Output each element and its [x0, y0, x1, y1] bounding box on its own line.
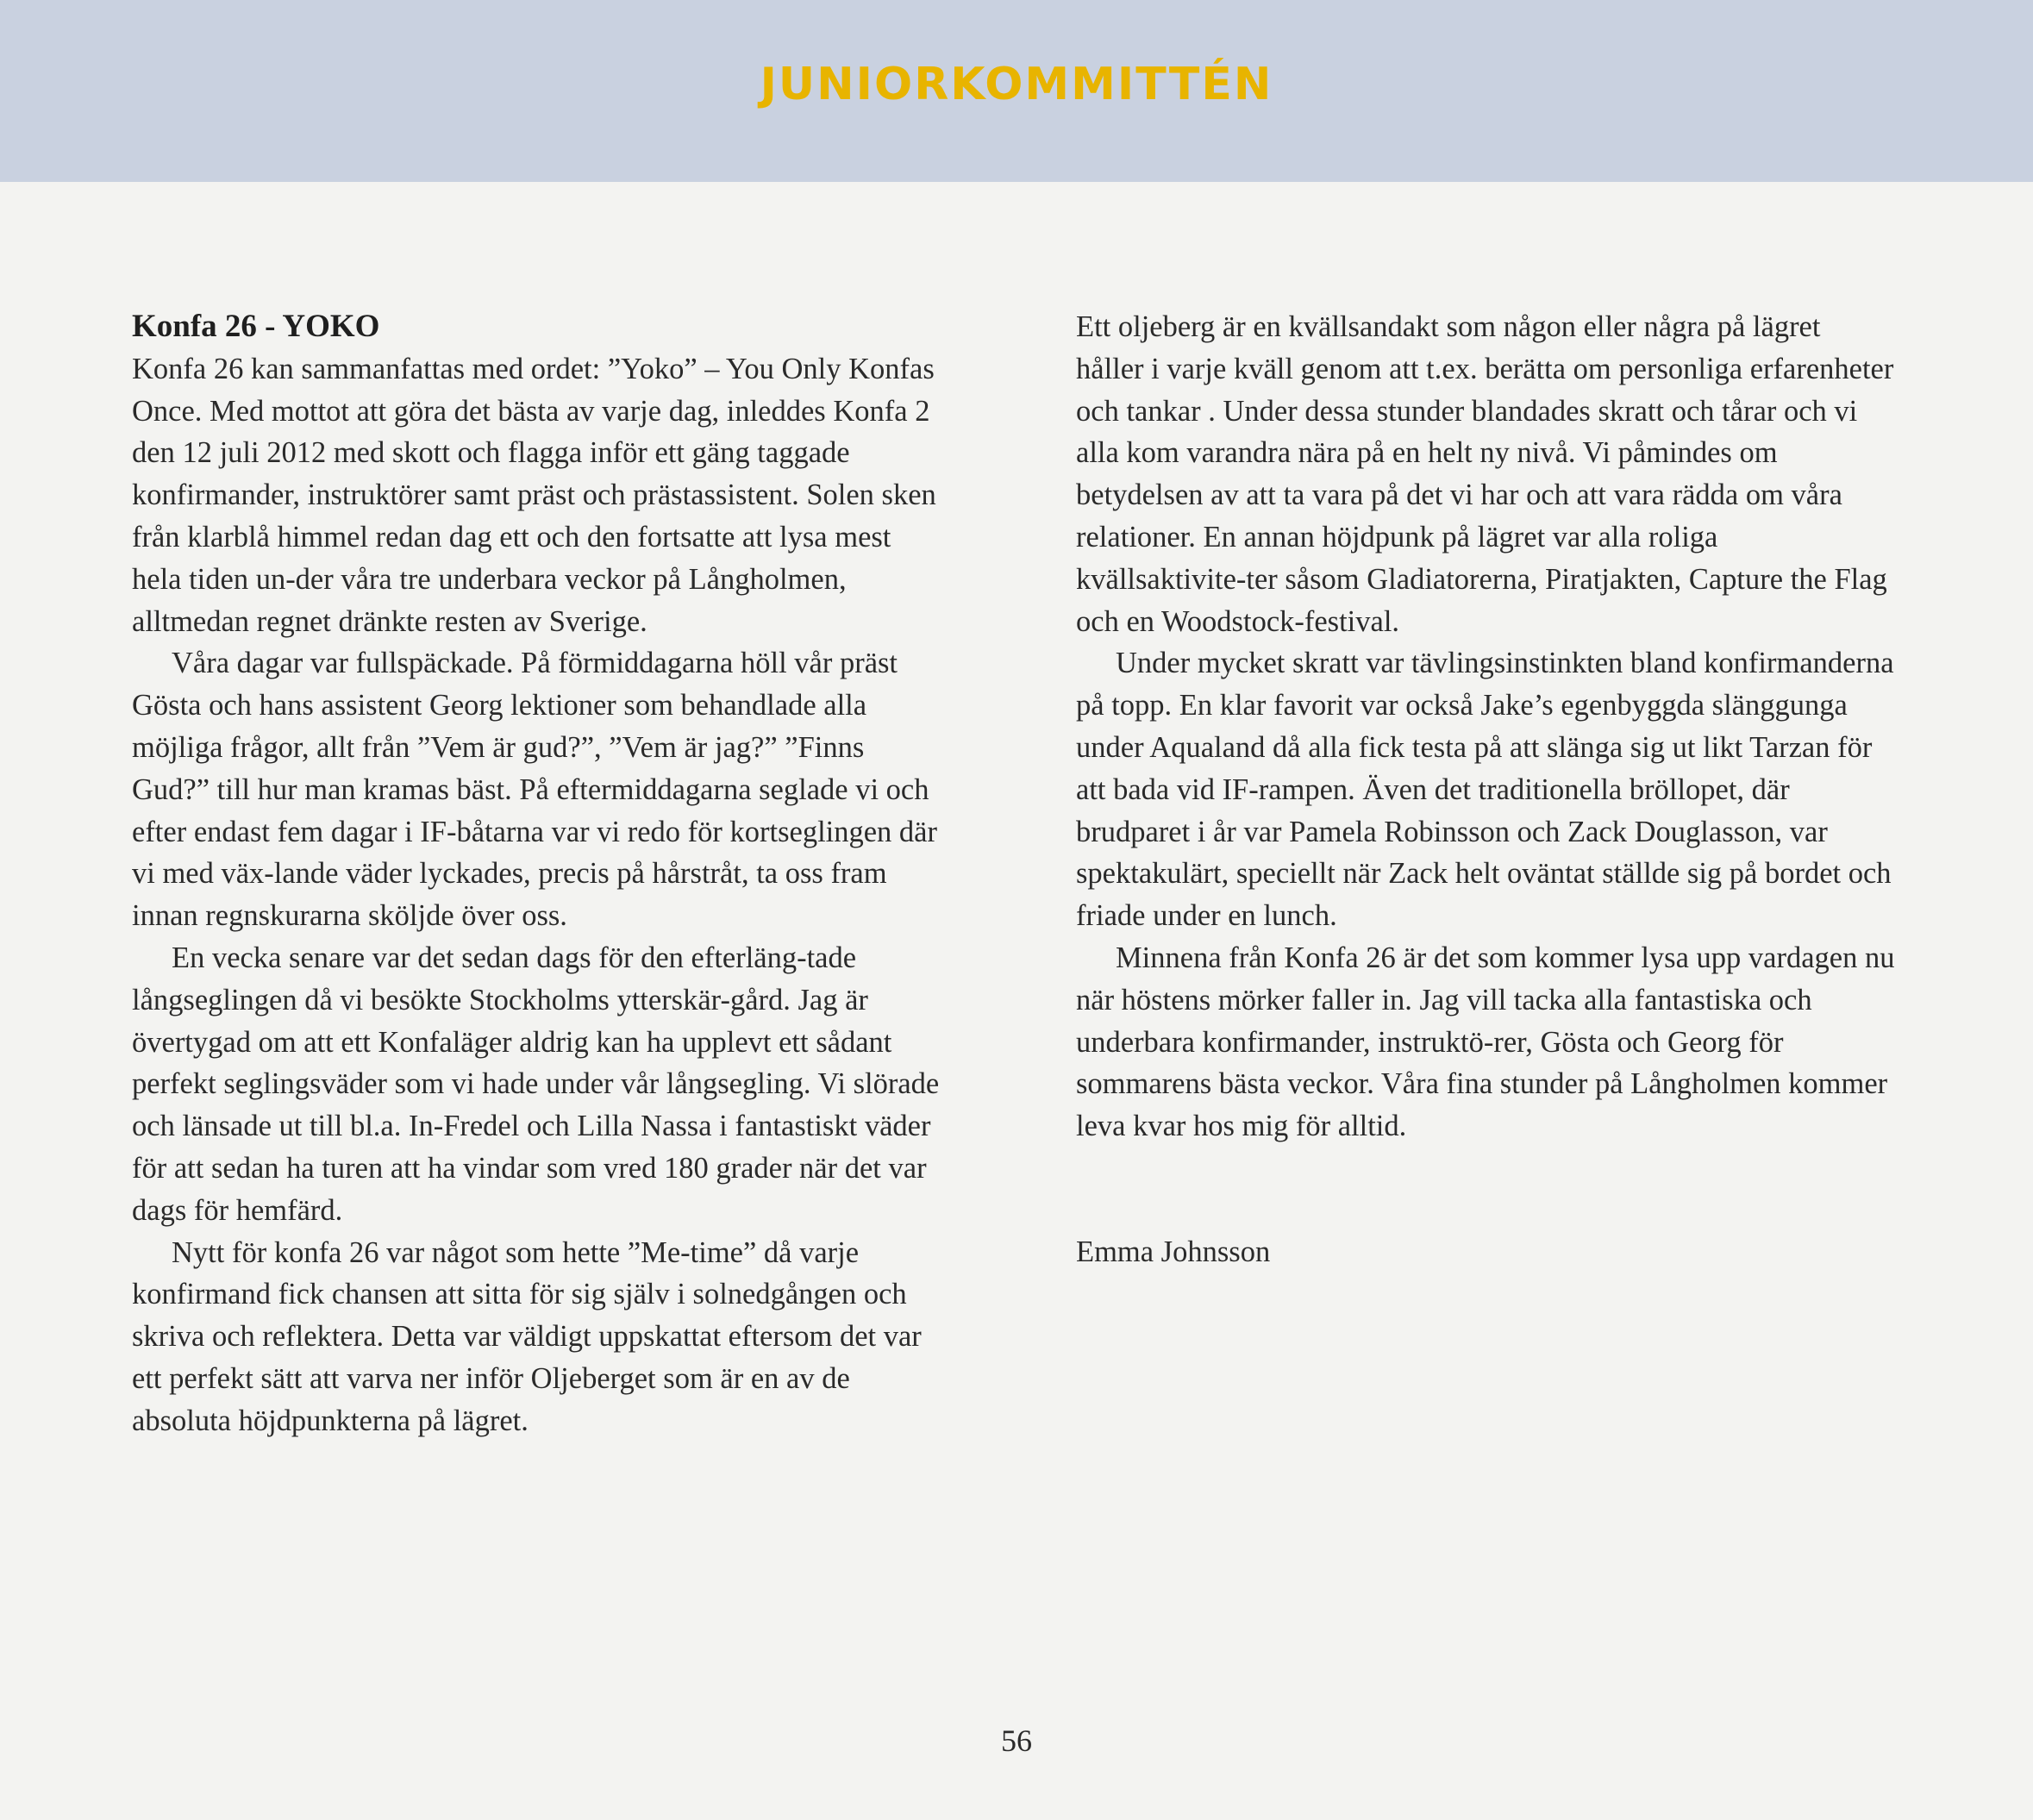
left-column — [132, 306, 942, 1442]
author-signature: Emma Johnsson — [1076, 1235, 1271, 1268]
article-title: Konfa 26 - YOKO — [132, 309, 380, 344]
paragraph: Våra dagar var fullspäckade. På förmiddagarna höll vår präst Gösta och hans assistent Georg lektioner som behandlade alla möjliga frågor, allt från ”Vem är gud?”, ”Vem är jag?” ”Finns Gud?” till hur man kramas bäst. På eftermiddagarna seglade vi och efter endast fem dagar i IF-båtarna var vi redo för kortseglingen där vi med väx-lande väder lyckades, precis på hårstråt, ta oss fram innan regnskurarna sköljde över oss. — [132, 647, 937, 933]
page-number: 56 — [1001, 1723, 1032, 1758]
paragraph: Ett oljeberg är en kvällsandakt som någon eller några på lägret håller i varje kväll genom att t.ex. berätta om personliga erfarenheter och tankar . Under dessa stunder blandades skratt och tårar och vi alla kom varandra nära på en helt ny nivå. Vi påmindes om betydelsen av att ta vara på det vi har och att vara rädda om våra relationer. En annan höjdpunk på lägret var alla roliga kvällsaktivite-ter såsom Gladiatorerna, Piratjakten, Capture the Flag och en Woodstock-festival. — [1076, 310, 1894, 638]
paragraph: Minnena från Konfa 26 är det som kommer lysa upp vardagen nu när höstens mörker faller in. Jag vill tacka alla fantastiska och underbara konfirmander, instruktö-rer, Gösta och Georg för sommarens bästa veckor. Våra fina stunder på Långholmen kommer leva kvar hos mig för alltid. — [1076, 941, 1895, 1143]
paragraph: Konfa 26 kan sammanfattas med ordet: ”Yoko” – You Only Konfas Once. Med mottot att göra det bästa av varje dag, inleddes Konfa 2 den 12 juli 2012 med skott och flagga inför ett gäng taggade konfirmander, instruktörer samt präst och prästassistent. Solen sken från klarblå himmel redan dag ett och den fortsatte att lysa mest hela tiden un-der våra tre underbara veckor på Långholmen, alltmedan regnet dränkte resten av Sverige. — [132, 352, 936, 638]
paragraph: Under mycket skratt var tävlingsinstinkten bland konfirmanderna på topp. En klar favorit var också Jake’s egenbyggda slänggunga under Aqualand då alla fick testa på att slänga sig ut likt Tarzan för att bada vid IF-rampen. Även det traditionella bröllopet, där brudparet i år var Pamela Robinsson och Zack Douglasson, var spektakulärt, speciellt när Zack helt oväntat ställde sig på bordet och friade under en lunch. — [1076, 647, 1894, 933]
paragraph: Nytt för konfa 26 var något som hette ”Me-time” då varje konfirmand fick chansen att sitta för sig själv i solnedgången och skriva och reflektera. Detta var väldigt uppskattat eftersom det var ett perfekt sätt att varva ner inför Oljeberget som är en av de absoluta höjdpunkterna på lägret. — [132, 1235, 922, 1437]
paragraph: En vecka senare var det sedan dags för den efterläng-tade långseglingen då vi besökte Stockholms ytterskär-gård. Jag är övertygad om att ett Konfaläger aldrig kan ha upplevt ett sådant perfekt seglingsväder som vi hade under vår långsegling. Vi slörade och länsade ut till bl.a. In-Fredel och Lilla Nassa i fantastiskt väder för att sedan ha turen att ha vindar som vred 180 grader när det var dags för hemfärd. — [132, 941, 940, 1227]
section-title: JUNIORKOMMITTÉN — [760, 59, 1273, 110]
right-column — [1076, 306, 1895, 1273]
